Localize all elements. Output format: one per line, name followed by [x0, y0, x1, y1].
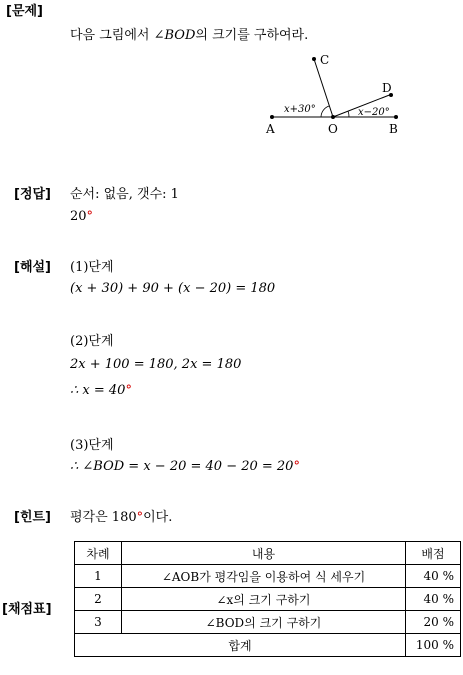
label-b: B [389, 122, 398, 136]
step3-result [70, 459, 300, 474]
rubric-header-content: 내용 [122, 542, 406, 565]
angle-figure [262, 50, 412, 142]
step3-result-text: ∴ ∠BOD = x − 20 = 40 − 20 = 20 [70, 459, 294, 474]
answer-number: 20 [70, 209, 87, 224]
label-o: O [328, 122, 338, 136]
label-c: C [320, 53, 330, 67]
answer-degree: ° [86, 209, 94, 224]
rubric-total-label: 합계 [75, 634, 406, 657]
step1-title: (1)단계 [70, 260, 114, 275]
hint-prefix: 평각은 180 [70, 510, 137, 525]
rubric-row-no: 1 [75, 565, 122, 588]
rubric-row-content: ∠x의 크기 구하기 [122, 588, 406, 611]
ray-oc [314, 59, 333, 117]
hint-degree: ° [136, 510, 144, 525]
problem-suffix: 의 크기를 구하여라. [195, 28, 309, 43]
table-row [75, 588, 461, 611]
point-a [270, 115, 274, 119]
point-o [331, 115, 335, 119]
step2-title: (2)단계 [70, 334, 114, 349]
rubric-row-no: 2 [75, 588, 122, 611]
point-c [312, 57, 316, 61]
rubric-header-score: 배점 [406, 542, 461, 565]
rubric-row-content: ∠BOD의 크기 구하기 [122, 611, 406, 634]
label-d: D [382, 81, 392, 95]
answer-meta: 순서: 없음, 갯수: 1 [70, 187, 179, 202]
problem-text [70, 24, 308, 43]
rubric-row-score: 40 % [406, 565, 461, 588]
answer-label: [정답] [14, 187, 51, 202]
rubric-row-score: 20 % [406, 611, 461, 634]
arc-aoc [321, 106, 329, 117]
step2-result [70, 383, 132, 398]
step2-result-text: ∴ x = 40 [70, 383, 126, 398]
step3-degree: ° [293, 459, 300, 474]
answer-value [70, 209, 93, 224]
rubric-row-score: 40 % [406, 588, 461, 611]
rubric-header-no: 차례 [75, 542, 122, 565]
step2-equation: 2x + 100 = 180, 2x = 180 [70, 357, 242, 372]
rubric-header-row [75, 542, 461, 565]
solution-label: [해설] [14, 260, 51, 275]
table-row [75, 565, 461, 588]
step3-title: (3)단계 [70, 438, 114, 453]
step2-degree: ° [125, 383, 132, 398]
angle-label-dob: x−20° [358, 107, 390, 118]
step1-equation: (x + 30) + 90 + (x − 20) = 180 [70, 281, 276, 296]
problem-angle-name: BOD [164, 28, 196, 43]
rubric-total-score: 100 % [406, 634, 461, 657]
problem-prefix: 다음 그림에서 ∠ [70, 28, 165, 43]
rubric-label: [채점표] [2, 602, 52, 617]
rubric-row-content: ∠AOB가 평각임을 이용하여 식 세우기 [122, 565, 406, 588]
rubric-table [74, 541, 461, 657]
label-a: A [266, 122, 275, 136]
rubric-row-no: 3 [75, 611, 122, 634]
hint-text [70, 506, 172, 525]
point-b [394, 115, 398, 119]
angle-label-aoc: x+30° [284, 104, 316, 115]
problem-label: [문제] [6, 4, 43, 19]
hint-label: [힌트] [14, 510, 51, 525]
table-row [75, 611, 461, 634]
hint-suffix: 이다. [143, 510, 173, 525]
arc-dob [348, 111, 349, 117]
rubric-total-row [75, 634, 461, 657]
